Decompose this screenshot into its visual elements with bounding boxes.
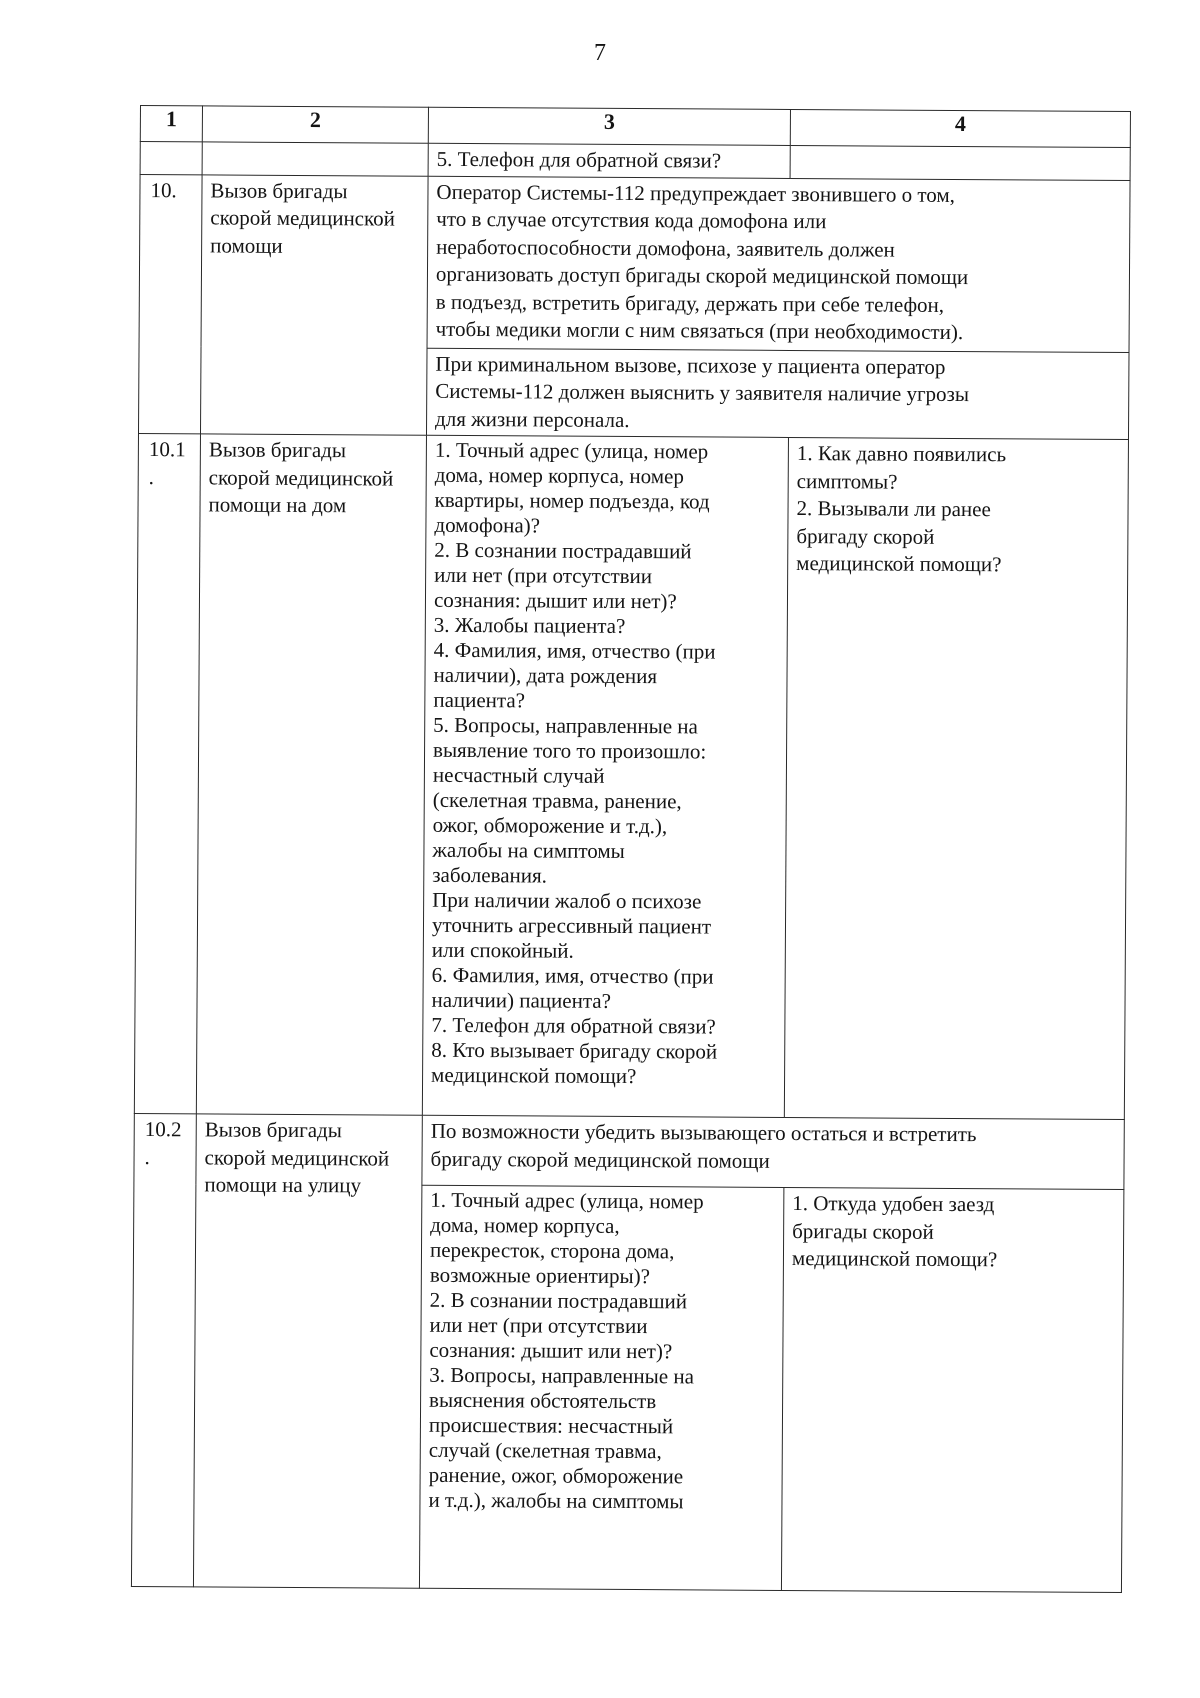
continuation-extra-cell: [790, 145, 1130, 180]
call-type-cell: Вызов бригады скорой медицинской помощи на улицу: [193, 1114, 422, 1588]
cell-empty: [140, 142, 202, 175]
row-number-cell: 10.: [138, 174, 202, 434]
header-col-1: 1: [140, 106, 202, 142]
header-col-2: 2: [202, 106, 428, 143]
continuation-question-cell: 5. Телефон для обратной связи?: [428, 143, 790, 178]
mandatory-questions-cell: 1. Точный адрес (улица, номер дома, номер корпуса, перекресток, сторона дома, возможные ориентиры)? 2. В сознании пострадавший или нет (при отсутствии сознания: дышит или нет)? 3. Вопросы, направленные на выяснения обстоятельств происшествия: несчастный случай (скелетная травма, ранение, ожог, обморожение и т.д.), жалобы на симптомы: [419, 1185, 783, 1590]
questions-table: [131, 105, 1131, 1593]
mandatory-questions-cell: 1. Точный адрес (улица, номер дома, номер корпуса, номер квартиры, номер подъезда, код домофона)? 2. В сознании пострадавший или нет (при отсутствии сознания: дышит или нет)? 3. Жалобы пациента? 4. Фамилия, имя, отчество (при наличии), дата рождения пациента? 5. Вопросы, направленные на выявление того то произошло: несчастный случай (скелетная травма, ранение, ожог, обморожение и т.д.), жалобы на симптомы заболевания. При наличии жалоб о психозе уточнить агрессивный пациент или спокойный. 6. Фамилия, имя, отчество (при наличии) пациента? 7. Телефон для обратной связи? 8. Кто вызывает бригаду скорой медицинской помощи?: [422, 435, 788, 1117]
operator-warning-cell: Оператор Системы-112 предупреждает звонившего о том, что в случае отсутствия кода домофона или неработоспособности домофона, заявитель должен организовать доступ бригады скорой медицинской помощи в подъезд, встретить бригаду, держать при себе телефон, чтобы медики могли с ним связаться (при необходимости).: [427, 176, 1130, 352]
call-type-cell: Вызов бригады скорой медицинской помощи на дом: [196, 434, 426, 1115]
call-type-cell: Вызов бригады скорой медицинской помощи: [200, 174, 428, 435]
row-number-cell: 10.2 .: [131, 1113, 196, 1586]
row-number-cell: 10.1 .: [134, 433, 200, 1113]
table-row-10-2-a: [134, 1113, 1124, 1189]
page-number: 7: [594, 40, 606, 66]
additional-questions-cell: 1. Как давно появились симптомы? 2. Вызывали ли ранее бригаду скорой медицинской помощи?: [784, 437, 1128, 1119]
document-table-wrapper: [131, 105, 1130, 1586]
persuade-note-cell: По возможности убедить вызывающего остаться и встретить бригаду скорой медицинской помощи: [422, 1115, 1124, 1189]
table-header-row: [140, 106, 1130, 148]
header-col-4: 4: [790, 109, 1130, 147]
table-row-10-a: [139, 174, 1130, 352]
cell-empty: [202, 142, 428, 176]
criminal-call-note-cell: При криминальном вызове, психозе у пациента оператор Системы-112 должен выяснить у заявителя наличие угрозы для жизни персонала.: [426, 348, 1129, 440]
header-col-3: 3: [428, 107, 790, 145]
additional-questions-cell: 1. Откуда удобен заезд бригады скорой медицинской помощи?: [781, 1187, 1123, 1592]
table-row-10-1: [134, 433, 1128, 1119]
